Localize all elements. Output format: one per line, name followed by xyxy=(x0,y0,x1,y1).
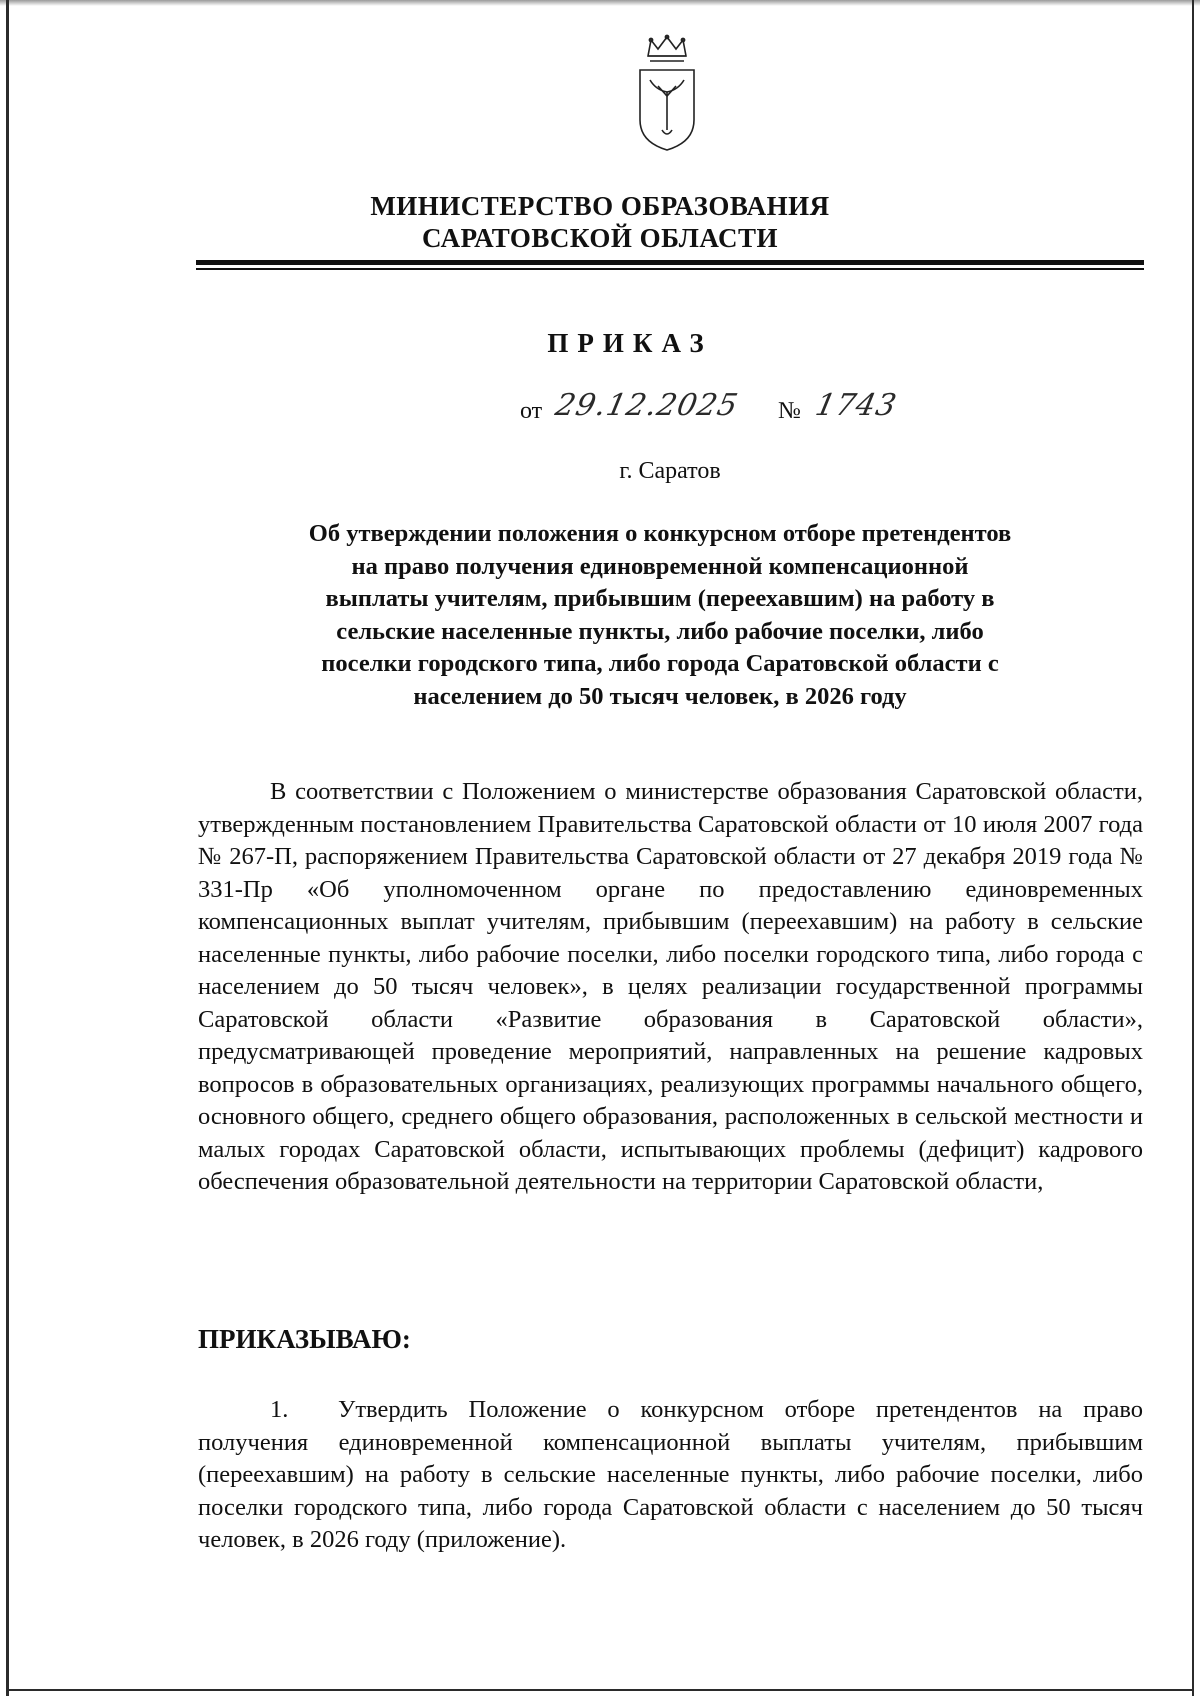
scan-border-top xyxy=(0,0,1200,6)
date-number-line xyxy=(520,384,920,434)
scan-border-left xyxy=(6,0,9,1696)
order-item-text: Утвердить Положение о конкурсном отборе претендентов на право получения единовременной компенсационной выплаты учителям, прибывшим (переехавшим) на работу в сельские населенные пункты, либо рабочие поселки, либо поселки городского типа, либо города Саратовской области с населением до 50 тысяч человек, в 2026 году (приложение). xyxy=(198,1396,1143,1553)
header-rule-thick xyxy=(196,260,1144,265)
scan-border-bottom xyxy=(6,1689,1194,1691)
preamble-paragraph: В соответствии с Положением о министерстве образования Саратовской области, утвержденным постановлением Правительства Саратовской области от 10 июля 2007 года № 267-П, распоряжением Правительства Саратовской области от 27 декабря 2019 года № 331-Пр «Об уполномоченном органе по предоставлению единовременных компенсационных выплат учителям, прибывшим (переехавшим) на работу в сельские населенные пункты, либо рабочие поселки, либо поселки городского типа, либо города с населением до 50 тысяч человек», в целях реализации государственной программы Саратовской области «Развитие образования в Саратовской области», предусматривающей проведение мероприятий, направленных на решение кадровых вопросов в образовательных организациях, реализующих программы начального общего, основного общего, среднего общего образования, расположенных в сельской местности и малых городах Саратовской области, испытывающих проблемы (дефицит) кадрового обеспечения образовательной деятельности на территории Саратовской области, xyxy=(198,778,1143,1195)
saratov-coat-of-arms-icon xyxy=(636,34,698,154)
scan-border-right xyxy=(1192,0,1194,1696)
city-line: г. Саратов xyxy=(619,458,721,484)
order-item-number: 1. xyxy=(270,1396,289,1423)
header-rule-thin xyxy=(196,268,1144,270)
handwritten-date: 29.12.2025 xyxy=(552,388,742,423)
document-type-title: ПРИКАЗ xyxy=(547,328,713,358)
ministry-name-line2: САРАТОВСКОЙ ОБЛАСТИ xyxy=(421,223,779,253)
order-declaration: ПРИКАЗЫВАЮ: xyxy=(198,1324,411,1354)
order-item xyxy=(198,1394,1143,1557)
ministry-name-line1: МИНИСТЕРСТВО ОБРАЗОВАНИЯ xyxy=(370,191,830,221)
handwritten-number: 1743 xyxy=(812,388,901,423)
date-prefix: от xyxy=(520,398,543,424)
number-prefix: № xyxy=(778,398,801,424)
order-subject-title: Об утверждении положения о конкурсном отборе претендентов на право получения единовременной компенсационной выплаты учителям, прибывшим (переехавшим) на работу в сельские населенные пункты, либо рабочие поселки, либо поселки городского типа, либо города Саратовской области с населением до 50 тысяч человек, в 2026 году xyxy=(308,520,1012,710)
